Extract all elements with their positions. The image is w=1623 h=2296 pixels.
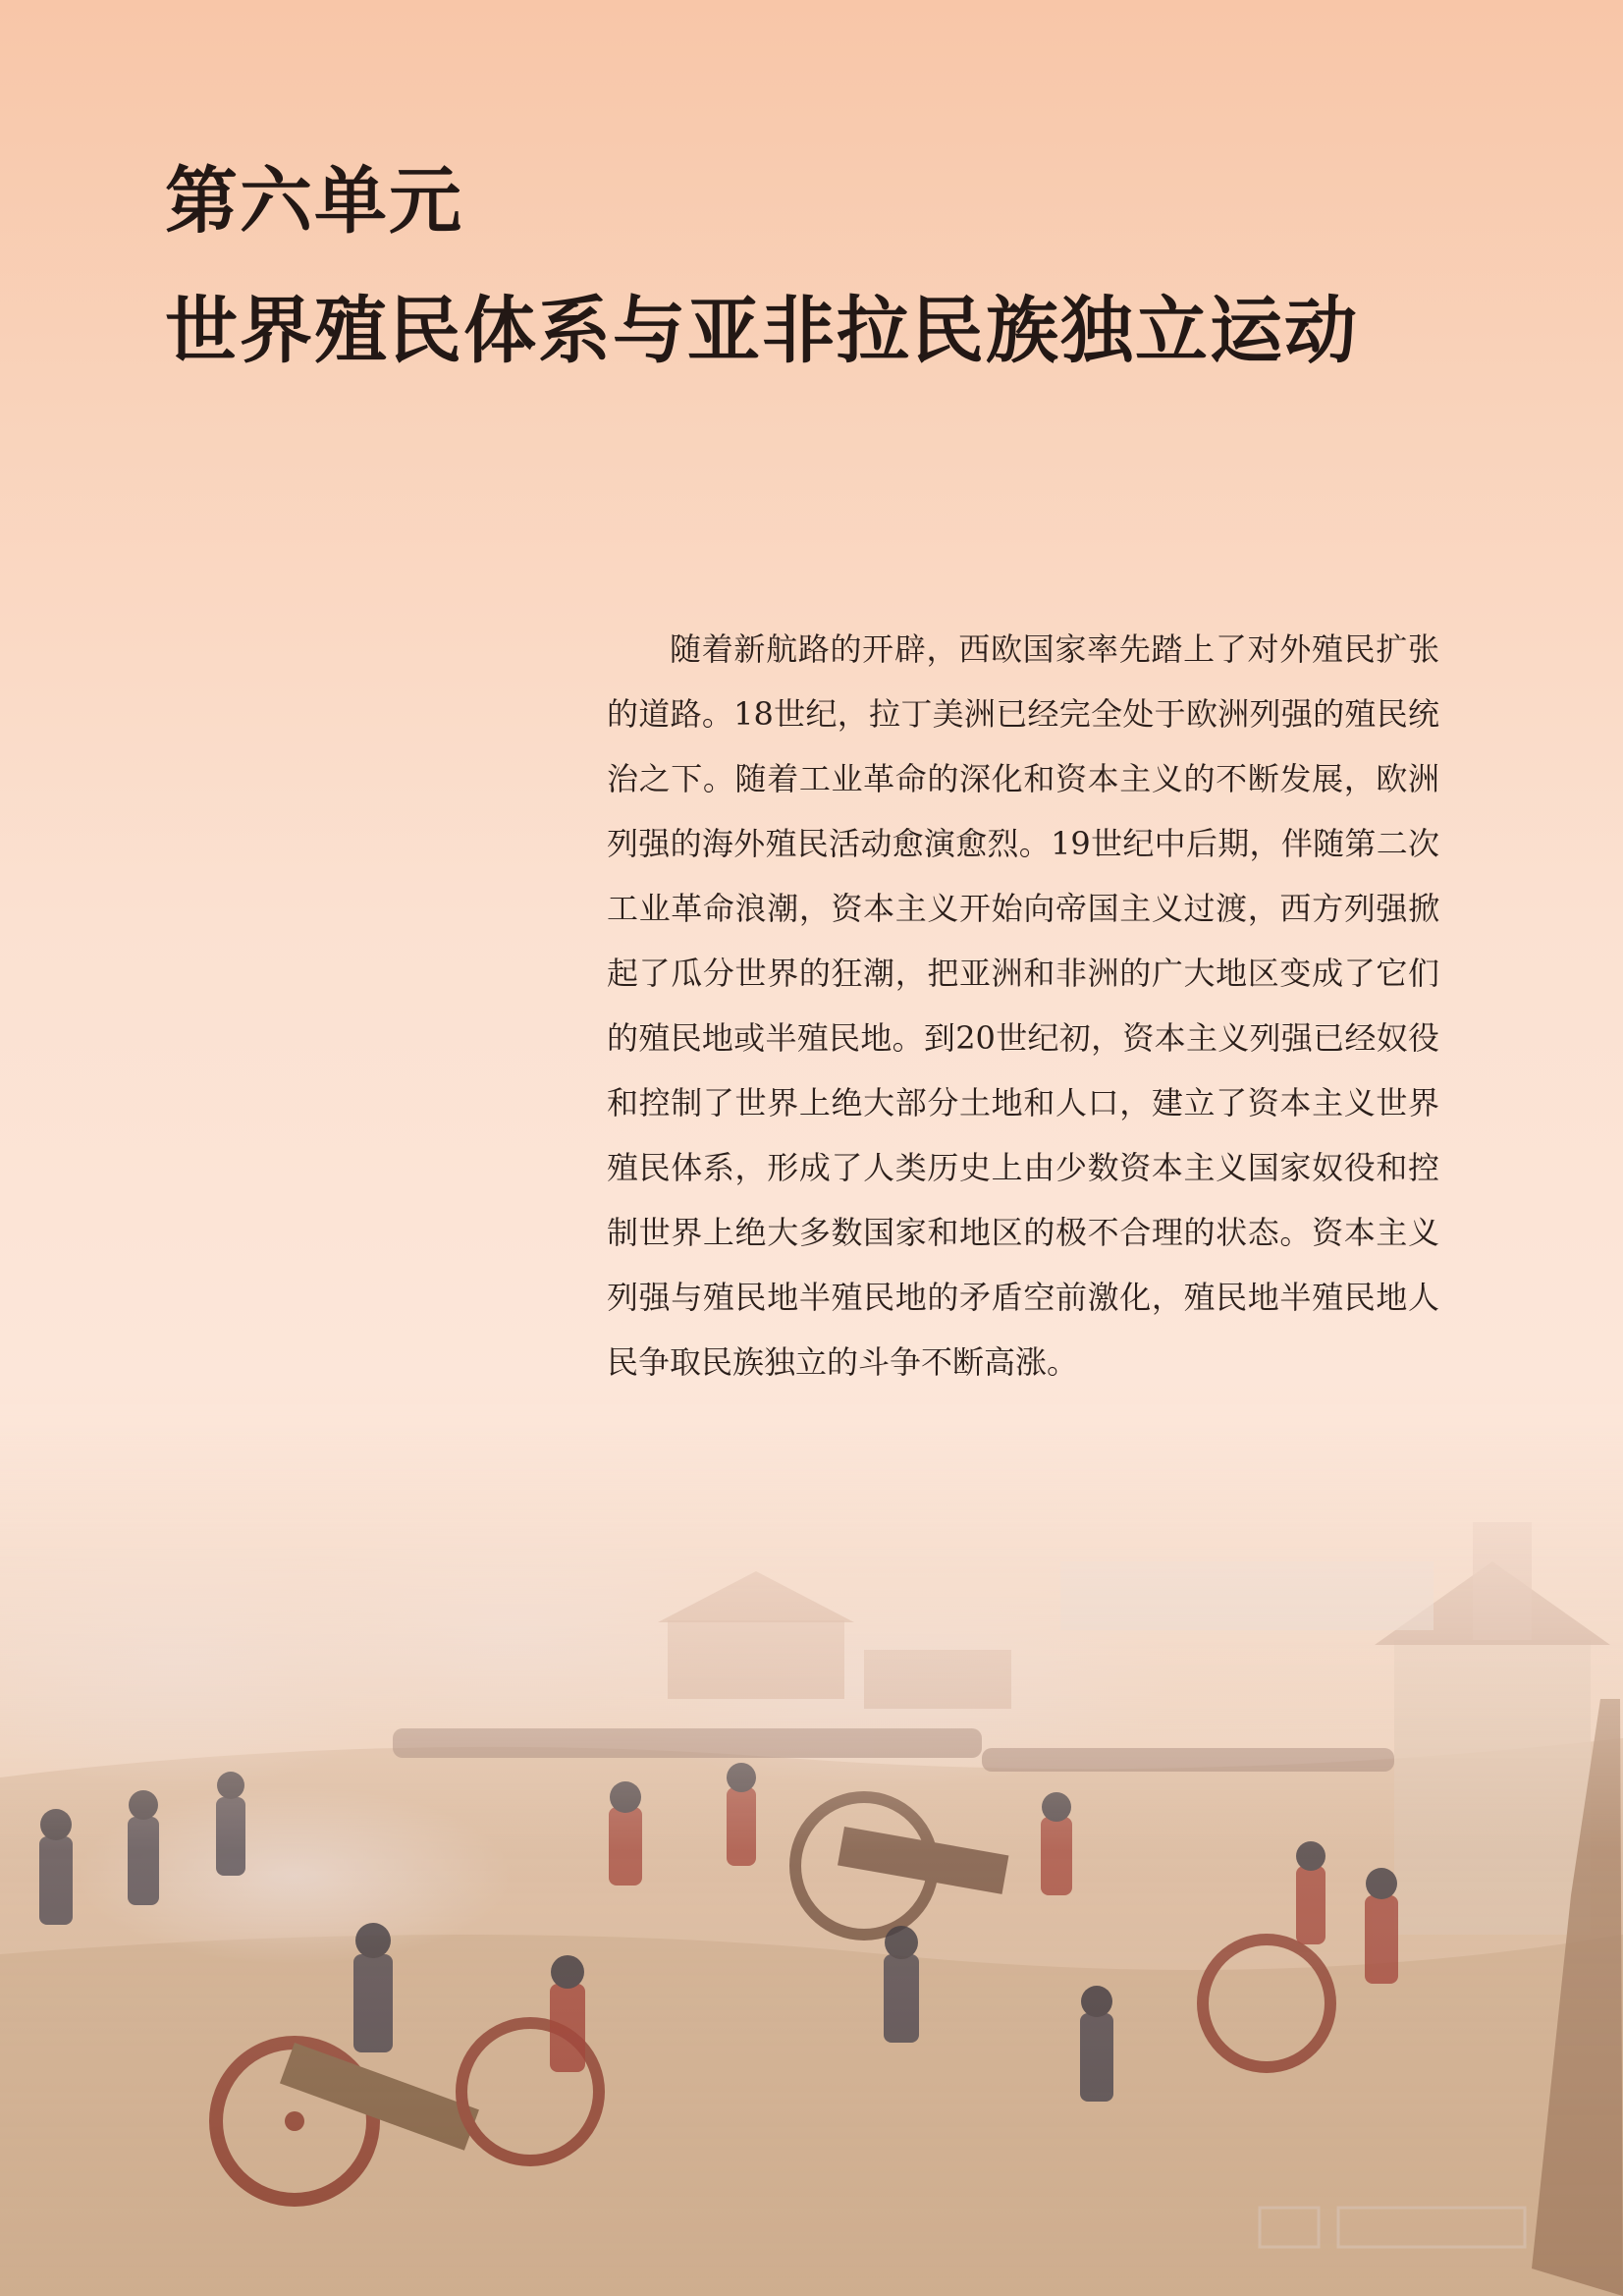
intro-paragraph-1: 随着新航路的开辟，西欧国家率先踏上了对外殖民扩张的道路。18世纪，拉丁美洲已经完全处于欧洲列强的殖民统治之下。随着工业革命的深化和资本主义的不断发展，欧洲列强的海外殖民活动愈演愈烈。19世纪中后期，伴随第二次工业革命浪潮，资本主义开始向帝国主义过渡，西方列强掀起了瓜分世界的狂潮，把亚洲和非洲的广大地区变成了它们的殖民地或半殖民地。到20世纪初，资本主义列强已经奴役和控制了世界上绝大部分土地和人口，建立了资本主义世界殖民体系，形成了人类历史上由少数资本主义国家奴役和控制世界上绝大多数国家和地区的极不合理的状态。资本主义列强与殖民地半殖民地的矛盾空前激化，殖民地半殖民地人民争取民族独立的斗争不断高涨。 — [607, 630, 1439, 1381]
unit-number: 第六单元 — [165, 159, 463, 244]
watermark-logo — [1250, 2198, 1544, 2267]
battle-scene-svg — [0, 1404, 1623, 2296]
unit-heading — [165, 147, 1461, 385]
unit-title: 世界殖民体系与亚非拉民族独立运动 — [165, 289, 1359, 373]
battle-scene-illustration — [0, 1404, 1623, 2296]
